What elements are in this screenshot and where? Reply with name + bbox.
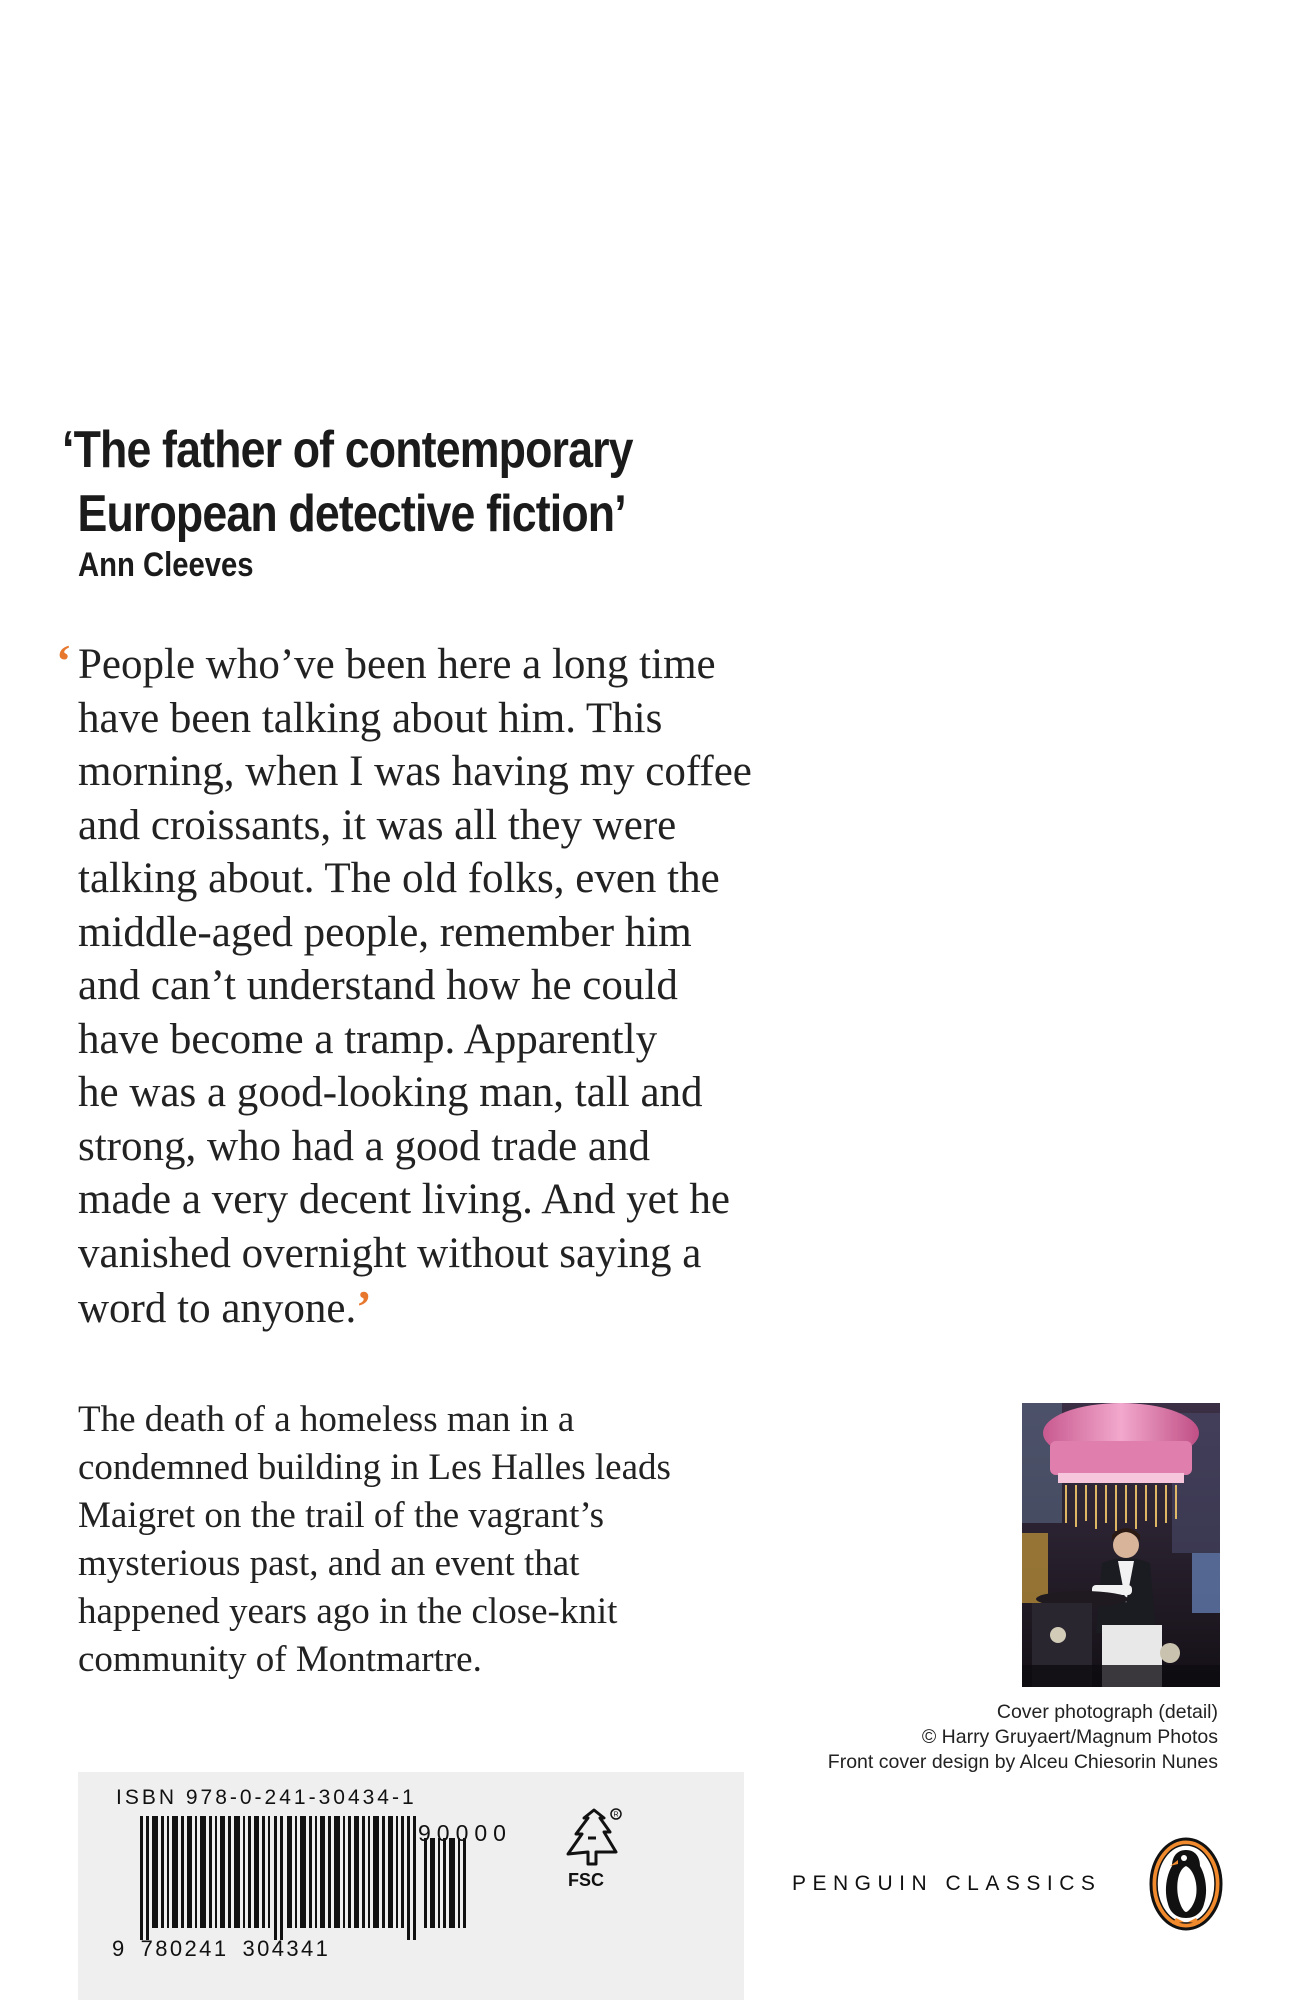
barcode-digit-lead: 9 [112,1936,127,1961]
fsc-tree-icon [562,1808,622,1870]
excerpt-quote [56,635,858,1336]
excerpt-last-line-text: word to anyone. [78,1285,357,1332]
penguin-logo-icon [1148,1836,1224,1932]
excerpt-line: have become a tramp. Apparently [78,1015,658,1063]
open-quote-mark: ‘ [56,635,72,686]
credit-line-copyright: © Harry Gruyaert/Magnum Photos [921,1726,1218,1748]
barcode-digits [112,1936,330,1962]
blurb-line: Maigret on the trail of the vagrant’s [78,1495,605,1536]
excerpt-line: vanished overnight without saying a [78,1229,702,1277]
isbn-text: ISBN 978-0-241-30434-1 [116,1786,417,1809]
quote-attribution: Ann Cleeves [78,546,254,584]
headline-quote-line-2: European detective fiction’ [77,485,626,543]
credit-line-design: Front cover design by Alceu Chiesorin Nunes [827,1751,1218,1773]
blurb-line: condemned building in Les Halles leads [78,1447,671,1488]
cover-photo-illustration [1022,1403,1220,1687]
cover-photograph [1022,1403,1220,1687]
excerpt-line: made a very decent living. And yet he [78,1176,730,1223]
barcode-panel [78,1772,744,2000]
blurb-line: mysterious past, and an event that [78,1543,580,1584]
excerpt-line: talking about. The old folks, even the [78,855,720,902]
excerpt-line: have been talking about him. This [78,694,663,742]
barcode-digit-group-1: 780241 [140,1936,229,1961]
cover-credits [828,1700,1218,1775]
headline-quote [62,418,664,546]
excerpt-line: People who’ve been here a long time [78,641,716,688]
book-blurb [78,1396,778,1684]
publisher-name: PENGUIN CLASSICS [792,1872,1102,1895]
excerpt-line: morning, when I was having my coffee [78,748,752,795]
excerpt-line: and croissants, it was all they were [78,801,677,849]
credit-line-photo: Cover photograph (detail) [996,1701,1218,1723]
blurb-line: happened years ago in the close-knit [78,1591,618,1632]
svg-text:R: R [613,1811,619,1819]
barcode-digit-group-2: 304341 [242,1936,331,1961]
blurb-line: community of Montmartre. [78,1639,482,1680]
excerpt-line [58,1280,858,1336]
close-quote-mark: ’ [356,1281,372,1332]
excerpt-line: and can’t understand how he could [78,962,678,1009]
blurb-line: The death of a homeless man in a [78,1399,575,1440]
excerpt-line: he was a good-looking man, tall and [78,1069,703,1116]
excerpt-line: strong, who had a good trade and [78,1122,650,1170]
fsc-label: FSC [568,1870,604,1890]
headline-quote-line-1: ‘The father of contemporary [62,421,633,479]
excerpt-line: middle-aged people, remember him [78,908,692,956]
price-code: 90000 [418,1820,512,1846]
